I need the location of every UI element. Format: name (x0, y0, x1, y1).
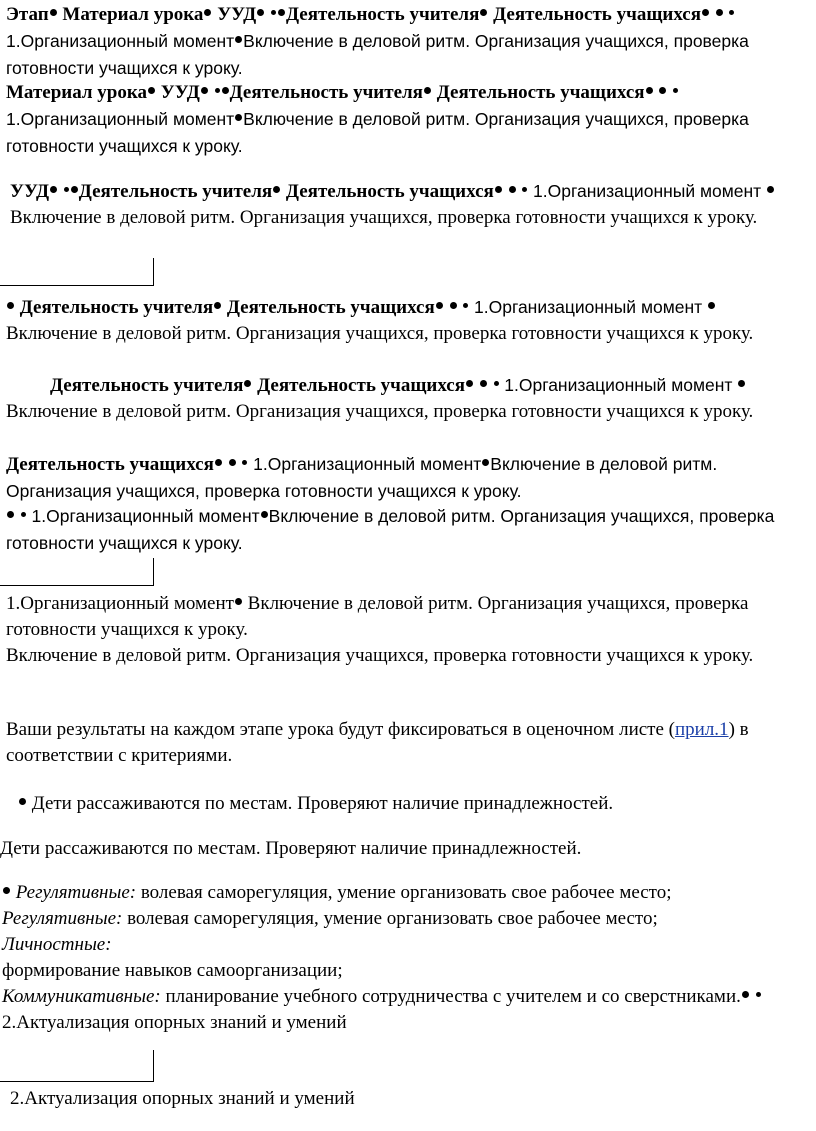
paragraph-2 (6, 80, 808, 160)
header-students: Деятельность учащихся (6, 454, 214, 475)
bullet-icon (19, 798, 26, 805)
table-cell-border (0, 1081, 153, 1082)
regulative-text: волевая саморегуляция, умение организовать свое рабочее место; (140, 882, 672, 903)
bullet-icon (71, 186, 78, 193)
org-moment-text: Включение в деловой ритм. Организация учащихся, проверка готовности учащихся к уроку. (6, 506, 775, 553)
children-text: Дети рассаживаются по местам. Проверяют наличие принадлежностей. (31, 793, 614, 814)
header-students: Деятельность учащихся (436, 82, 645, 103)
org-moment-text: Включение в деловой ритм. Организация учащихся, проверка готовности учащихся к уроку. (6, 323, 754, 344)
bullet-icon (235, 36, 242, 43)
org-moment-title: 1.Организационный момент (533, 181, 762, 201)
org-moment-text: Включение в деловой ритм. Организация учащихся, проверка готовности учащихся к уроку. (6, 454, 718, 501)
paragraph-1 (6, 2, 808, 82)
org-moment-title: 1.Организационный момент (6, 593, 234, 614)
header-stage: Этап (6, 4, 49, 25)
paragraph-8 (6, 591, 808, 643)
paragraph-5 (6, 372, 808, 425)
bullet-icon (204, 9, 211, 16)
bullet-icon (64, 187, 69, 192)
bullet-icon (450, 302, 457, 309)
bullet-icon (148, 87, 155, 94)
bullet-icon (244, 380, 251, 387)
children-text: Дети рассаживаются по местам. Проверяют наличие принадлежностей. (0, 838, 582, 859)
org-moment-title: 1.Организационный момент (504, 375, 733, 395)
bullet-icon (215, 459, 222, 466)
bullet-icon (482, 459, 489, 466)
bullet-icon (708, 302, 715, 309)
header-uud: УУД (217, 4, 257, 25)
header-teacher: Деятельность учителя (78, 181, 273, 202)
bullet-icon (257, 9, 264, 16)
table-cell-border (0, 585, 153, 586)
header-students: Деятельность учащихся (226, 297, 435, 318)
bullet-icon (21, 512, 26, 517)
paragraph-uud-list (2, 880, 804, 1036)
bullet-icon (7, 511, 14, 518)
bullet-icon (278, 9, 285, 16)
results-bracket: ( (668, 719, 675, 740)
bullet-icon (242, 460, 247, 465)
bullet-icon (756, 992, 761, 997)
communicative-label: Коммуникативные: (2, 986, 161, 1007)
bullet-icon (436, 302, 443, 309)
bullet-icon (646, 87, 653, 94)
paragraph-9 (6, 643, 808, 669)
regulative-label: Регулятивные: (2, 908, 123, 929)
bullet-icon (271, 10, 276, 15)
actualization-title: 2.Актуализация опорных знаний и умений (10, 1088, 355, 1109)
bullet-icon (466, 380, 473, 387)
communicative-text: планирование учебного сотрудничества с учителем и со сверстниками. (165, 986, 741, 1007)
table-cell-border (153, 1050, 154, 1082)
org-moment-text: Включение в деловой ритм. Организация учащихся, проверка готовности учащихся к уроку. (6, 645, 754, 666)
org-moment-title: 1.Организационный момент (31, 506, 260, 526)
org-moment-title: 1.Организационный момент (474, 297, 703, 317)
header-teacher: Деятельность учителя (19, 297, 214, 318)
org-moment-title: 1.Организационный момент (6, 31, 235, 51)
bullet-icon (222, 87, 229, 94)
bullet-icon (742, 991, 749, 998)
paragraph-results (6, 717, 808, 769)
paragraph-children-1 (18, 791, 816, 817)
paragraph-6 (6, 451, 808, 505)
org-moment-text: Включение в деловой ритм. Организация учащихся, проверка готовности учащихся к уроку. (6, 401, 754, 422)
bullet-icon (273, 186, 280, 193)
header-students: Деятельность учащихся (257, 375, 465, 396)
header-uud: УУД (10, 181, 50, 202)
org-moment-text: Включение в деловой ритм. Организация учащихся, проверка готовности учащихся к уроку. (6, 109, 749, 156)
bullet-icon (463, 303, 468, 308)
bullet-icon (50, 9, 57, 16)
bullet-icon (235, 598, 242, 605)
org-moment-text: Включение в деловой ритм. Организация учащихся, проверка готовности учащихся к уроку. (6, 31, 749, 78)
bullet-icon (494, 381, 499, 386)
bullet-icon (3, 887, 10, 894)
appendix-link[interactable]: прил.1 (674, 719, 729, 740)
results-text: Ваши результаты на каждом этапе урока будут фиксироваться в оценочном листе (6, 719, 664, 740)
bullet-icon (495, 186, 502, 193)
bullet-icon (424, 87, 431, 94)
header-teacher: Деятельность учителя (50, 375, 244, 396)
bullet-icon (702, 9, 709, 16)
header-material: Материал урока (62, 4, 204, 25)
paragraph-3 (10, 178, 812, 231)
bullet-icon (729, 10, 734, 15)
bullet-icon (215, 88, 220, 93)
bullet-icon (480, 9, 487, 16)
org-moment-title: 1.Организационный момент (253, 454, 482, 474)
header-material: Материал урока (6, 82, 148, 103)
personal-text: формирование навыков самоорганизации; (2, 960, 343, 981)
bullet-icon (214, 302, 221, 309)
header-teacher: Деятельность учителя (229, 82, 423, 103)
bullet-icon (738, 380, 745, 387)
table-cell-border (153, 258, 154, 286)
bullet-icon (767, 186, 774, 193)
org-moment-text: Включение в деловой ритм. Организация учащихся, проверка готовности учащихся к уроку. (6, 593, 749, 640)
bullet-icon (261, 511, 268, 518)
org-moment-title: 1.Организационный момент (6, 109, 235, 129)
bullet-icon (659, 87, 666, 94)
bullet-icon (50, 186, 57, 193)
bullet-icon (509, 186, 516, 193)
bullet-icon (201, 87, 208, 94)
header-students: Деятельность учащихся (285, 181, 494, 202)
table-cell-border (153, 558, 154, 586)
header-students: Деятельность учащихся (493, 4, 701, 25)
regulative-text: волевая саморегуляция, умение организовать свое рабочее место; (127, 908, 658, 929)
actualization-title: 2.Актуализация опорных знаний и умений (2, 1012, 347, 1033)
org-moment-text: Включение в деловой ритм. Организация учащихся, проверка готовности учащихся к уроку. (10, 207, 758, 228)
header-teacher: Деятельность учителя (285, 4, 480, 25)
table-cell-border (0, 285, 153, 286)
bullet-icon (522, 187, 527, 192)
personal-label: Личностные: (2, 934, 112, 955)
paragraph-7 (6, 503, 808, 557)
bullet-icon (7, 302, 14, 309)
regulative-label: Регулятивные: (15, 882, 137, 903)
paragraph-actualization (10, 1086, 812, 1112)
header-uud: УУД (160, 82, 200, 103)
results-tail: ) в соответствии с критериями. (6, 719, 749, 766)
bullet-icon (673, 88, 678, 93)
bullet-icon (480, 380, 487, 387)
paragraph-4 (6, 294, 808, 347)
bullet-icon (235, 114, 242, 121)
bullet-icon (229, 459, 236, 466)
paragraph-children-2 (0, 836, 802, 862)
bullet-icon (716, 9, 723, 16)
